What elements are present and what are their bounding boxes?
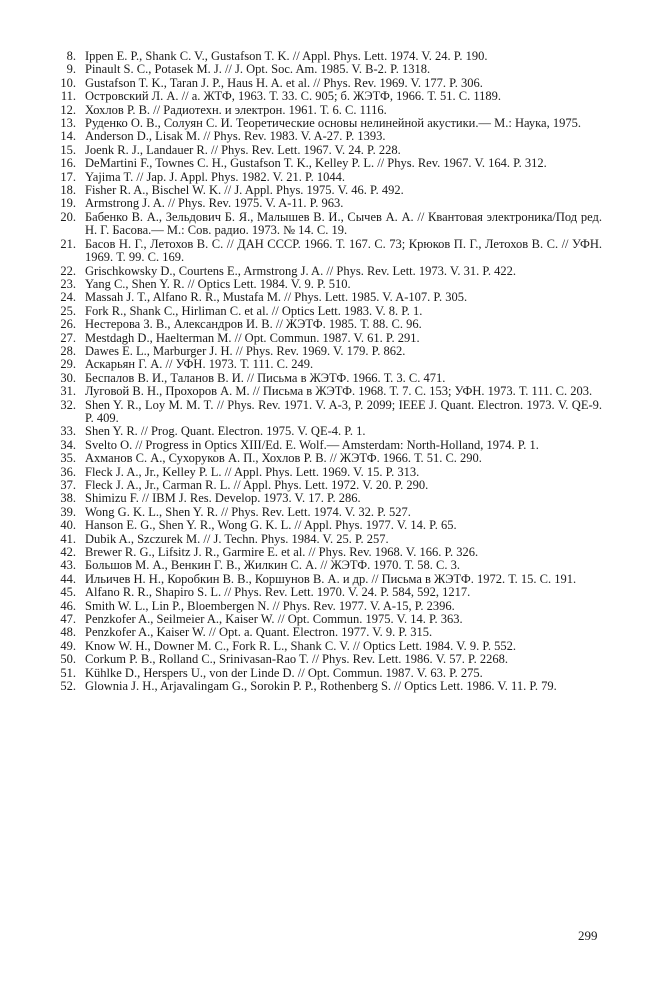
- reference-number: 8.: [66, 49, 76, 63]
- reference-number: 41.: [60, 531, 76, 546]
- reference-item: [50, 479, 602, 492]
- reference-item: [50, 559, 602, 572]
- reference-item: [50, 519, 602, 532]
- reference-text: Joenk R. J., Landauer R. // Phys. Rev. Lett. 1967. V. 24. P. 228.: [85, 142, 401, 157]
- reference-number: 18.: [60, 183, 76, 198]
- reference-item: [50, 546, 602, 559]
- reference-text: Dubik A., Szczurek M. // J. Techn. Phys. 1984. V. 25. P. 257.: [85, 531, 389, 546]
- reference-item: [50, 157, 602, 170]
- reference-text: Ippen E. P., Shank C. V., Gustafson T. K. // Appl. Phys. Lett. 1974. V. 24. P. 190.: [85, 49, 488, 63]
- reference-text: Know W. H., Downer M. C., Fork R. L., Shank C. V. // Optics Lett. 1984. V. 9. P. 552.: [85, 638, 517, 653]
- reference-number: 44.: [60, 571, 76, 586]
- reference-text: Smith W. L., Lin P., Bloembergen N. // Phys. Rev. 1977. V. A-15, P. 2396.: [85, 598, 455, 613]
- reference-number: 45.: [60, 585, 76, 600]
- reference-item: [50, 90, 602, 103]
- reference-number: 50.: [60, 652, 76, 667]
- reference-text: Fleck J. A., Jr., Kelley P. L. // Appl. Phys. Lett. 1969. V. 15. P. 313.: [85, 464, 420, 479]
- reference-item: [50, 358, 602, 371]
- reference-text: Беспалов В. И., Таланов В. И. // Письма в ЖЭТФ. 1966. Т. 3. С. 471.: [85, 370, 446, 385]
- reference-number: 22.: [60, 263, 76, 278]
- reference-text: Yajima T. // Jap. J. Appl. Phys. 1982. V. 21. P. 1044.: [85, 169, 346, 184]
- reference-item: [50, 506, 602, 519]
- reference-item: [50, 372, 602, 385]
- reference-number: 14.: [60, 129, 76, 144]
- reference-item: [50, 385, 602, 398]
- reference-number: 37.: [60, 478, 76, 492]
- reference-text: Fisher R. A., Bischel W. K. // J. Appl. Phys. 1975. V. 46. P. 492.: [85, 183, 404, 198]
- reference-text: Нестерова З. В., Александров И. В. // ЖЭТФ. 1985. Т. 88. С. 96.: [85, 317, 422, 332]
- reference-text: Mestdagh D., Haelterman M. // Opt. Commun. 1987. V. 61. P. 291.: [85, 330, 420, 345]
- reference-text: Hanson E. G., Shen Y. R., Wong G. K. L. // Appl. Phys. 1977. V. 14. P. 65.: [85, 518, 457, 533]
- reference-item: [50, 130, 602, 143]
- reference-text: Fleck J. A., Jr., Carman R. L. // Appl. Phys. Lett. 1972. V. 20. P. 290.: [85, 478, 429, 492]
- reference-item: [50, 332, 602, 345]
- reference-item: [50, 63, 602, 76]
- reference-number: 34.: [60, 437, 76, 452]
- reference-item: [50, 184, 602, 197]
- reference-number: 43.: [60, 558, 76, 573]
- reference-text: Ильичев Н. Н., Коробкин В. В., Коршунов В. А. и др. // Письма в ЖЭТФ. 1972. Т. 15. С. 191.: [85, 571, 577, 586]
- reference-text: Бабенко В. А., Зельдович Б. Я., Малышев В. И., Сычев А. А. // Квантовая электроника/Под ред. Н. Г. Басова.— М.: Сов. радио. 1973. № 14. С. 19.: [85, 209, 602, 238]
- reference-text: Хохлов Р. В. // Радиотехн. и электрон. 1961. Т. 6. С. 1116.: [85, 102, 387, 117]
- reference-item: [50, 640, 602, 653]
- reference-number: 16.: [60, 156, 76, 171]
- reference-number: 28.: [60, 343, 76, 358]
- reference-text: Руденко О. В., Солуян С. И. Теоретические основы нелинейной акустики.— М.: Наука, 1975.: [85, 116, 581, 131]
- reference-text: Grischkowsky D., Courtens E., Armstrong J. A. // Phys. Rev. Lett. 1973. V. 31. P. 422.: [85, 263, 517, 278]
- reference-text: Armstrong J. A. // Phys. Rev. 1975. V. A-11. P. 963.: [85, 196, 344, 211]
- reference-number: 36.: [60, 464, 76, 479]
- reference-text: Луговой В. Н., Прохоров А. М. // Письма в ЖЭТФ. 1968. Т. 7. С. 153; УФН. 1973. Т. 111. С. 203.: [85, 384, 593, 399]
- reference-text: Басов Н. Г., Летохов В. С. // ДАН СССР. 1966. Т. 167. С. 73; Крюков П. Г., Летохов В. С. // УФН. 1969. Т. 99. С. 169.: [85, 236, 602, 265]
- reference-item: [50, 104, 602, 117]
- reference-text: Аскарьян Г. А. // УФН. 1973. Т. 111. С. 249.: [85, 357, 314, 372]
- reference-item: [50, 439, 602, 452]
- reference-text: Shimizu F. // IBM J. Res. Develop. 1973. V. 17. P. 286.: [85, 491, 361, 506]
- reference-number: 48.: [60, 625, 76, 640]
- reference-number: 49.: [60, 638, 76, 653]
- reference-text: Corkum P. B., Rolland C., Srinivasan-Rao T. // Phys. Rev. Lett. 1986. V. 57. P. 2268.: [85, 652, 508, 667]
- reference-item: [50, 305, 602, 318]
- reference-number: 30.: [60, 370, 76, 385]
- reference-item: [50, 680, 602, 693]
- reference-number: 12.: [60, 102, 76, 117]
- reference-number: 27.: [60, 330, 76, 345]
- reference-item: [50, 144, 602, 157]
- page-number: 299: [578, 928, 598, 943]
- reference-text: Brewer R. G., Lifsitz J. R., Garmire E. et al. // Phys. Rev. 1968. V. 166. P. 326.: [85, 545, 479, 560]
- reference-item: [50, 466, 602, 479]
- reference-item: [50, 600, 602, 613]
- reference-text: Gustafson T. K., Taran J. P., Haus H. A. et al. // Phys. Rev. 1969. V. 177. P. 306.: [85, 75, 483, 90]
- reference-number: 35.: [60, 451, 76, 466]
- reference-text: Kühlke D., Herspers U., von der Linde D. // Opt. Commun. 1987. V. 63. P. 275.: [85, 665, 483, 680]
- reference-text: Shen Y. R. // Prog. Quant. Electron. 1975. V. QE-4. P. 1.: [85, 424, 366, 439]
- reference-number: 23.: [60, 276, 76, 291]
- reference-number: 47.: [60, 612, 76, 627]
- reference-number: 21.: [60, 236, 76, 251]
- reference-text: Pinault S. C., Potasek M. J. // J. Opt. Soc. Am. 1985. V. B-2. P. 1318.: [85, 62, 431, 77]
- reference-number: 11.: [60, 89, 76, 104]
- reference-item: [50, 626, 602, 639]
- reference-text: Penzkofer A., Seilmeier A., Kaiser W. // Opt. Commun. 1975. V. 14. P. 363.: [85, 612, 463, 627]
- reference-number: 52.: [60, 679, 76, 694]
- reference-text: Островский Л. А. // а. ЖТФ, 1963. Т. 33. С. 905; б. ЖЭТФ, 1966. Т. 51. С. 1189.: [85, 89, 501, 104]
- reference-text: Svelto O. // Progress in Optics XIII/Ed. E. Wolf.— Amsterdam: North-Holland, 1974. P. 1.: [85, 437, 539, 452]
- reference-list: [50, 50, 602, 694]
- reference-text: Anderson D., Lisak M. // Phys. Rev. 1983. V. A-27. P. 1393.: [85, 129, 386, 144]
- reference-text: Большов М. А., Венкин Г. В., Жилкин С. А. // ЖЭТФ. 1970. Т. 58. С. 3.: [85, 558, 460, 573]
- reference-item: [50, 345, 602, 358]
- reference-item: [50, 492, 602, 505]
- reference-number: 42.: [60, 545, 76, 560]
- reference-text: Ахманов С. А., Сухоруков А. П., Хохлов Р. В. // ЖЭТФ. 1966. Т. 51. С. 290.: [85, 451, 482, 466]
- reference-number: 31.: [60, 384, 76, 399]
- reference-item: [50, 278, 602, 291]
- reference-item: [50, 452, 602, 465]
- reference-item: [50, 586, 602, 599]
- reference-item: [50, 171, 602, 184]
- reference-item: [50, 211, 602, 238]
- reference-item: [50, 238, 602, 265]
- reference-text: Massah J. T., Alfano R. R., Mustafa M. // Phys. Lett. 1985. V. A-107. P. 305.: [85, 290, 468, 305]
- reference-text: Penzkofer A., Kaiser W. // Opt. a. Quant. Electron. 1977. V. 9. P. 315.: [85, 625, 433, 640]
- reference-text: Yang C., Shen Y. R. // Optics Lett. 1984. V. 9. P. 510.: [85, 276, 351, 291]
- reference-item: [50, 533, 602, 546]
- reference-number: 32.: [60, 397, 76, 412]
- reference-number: 9.: [66, 62, 76, 77]
- reference-number: 46.: [60, 598, 76, 613]
- reference-text: Dawes E. L., Marburger J. H. // Phys. Rev. 1969. V. 179. P. 862.: [85, 343, 406, 358]
- reference-item: [50, 291, 602, 304]
- reference-number: 19.: [60, 196, 76, 211]
- reference-item: [50, 117, 602, 130]
- reference-number: 26.: [60, 317, 76, 332]
- reference-number: 51.: [60, 665, 76, 680]
- reference-text: Wong G. K. L., Shen Y. R. // Phys. Rev. Lett. 1974. V. 32. P. 527.: [85, 504, 411, 519]
- reference-number: 17.: [60, 169, 76, 184]
- reference-item: [50, 265, 602, 278]
- reference-number: 10.: [60, 75, 76, 90]
- reference-item: [50, 667, 602, 680]
- reference-number: 29.: [60, 357, 76, 372]
- reference-number: 24.: [60, 290, 76, 305]
- reference-number: 33.: [60, 424, 76, 439]
- reference-item: [50, 318, 602, 331]
- reference-text: Shen Y. R., Loy M. M. T. // Phys. Rev. 1971. V. A-3, P. 2099; IEEE J. Quant. Electron. 1973. V. QE-9. P. 409.: [85, 397, 602, 425]
- reference-number: 20.: [60, 209, 76, 224]
- reference-text: DeMartini F., Townes C. H., Gustafson T. K., Kelley P. L. // Phys. Rev. 1967. V. 164. P. 312.: [85, 156, 547, 171]
- reference-item: [50, 653, 602, 666]
- reference-item: [50, 50, 602, 63]
- reference-text: Alfano R. R., Shapiro S. L. // Phys. Rev. Lett. 1970. V. 24. P. 584, 592, 1217.: [85, 585, 471, 600]
- reference-number: 25.: [60, 303, 76, 318]
- reference-number: 13.: [60, 116, 76, 131]
- reference-item: [50, 399, 602, 426]
- reference-item: [50, 77, 602, 90]
- reference-item: [50, 613, 602, 626]
- reference-number: 15.: [60, 142, 76, 157]
- reference-item: [50, 573, 602, 586]
- reference-item: [50, 425, 602, 438]
- reference-number: 40.: [60, 518, 76, 533]
- reference-text: Fork R., Shank C., Hirliman C. et al. // Optics Lett. 1983. V. 8. P. 1.: [85, 303, 423, 318]
- reference-number: 38.: [60, 491, 76, 506]
- reference-item: [50, 197, 602, 210]
- reference-number: 39.: [60, 504, 76, 519]
- reference-text: Glownia J. H., Arjavalingam G., Sorokin P. P., Rothenberg S. // Optics Lett. 1986. V. 11. P. 79.: [85, 679, 557, 694]
